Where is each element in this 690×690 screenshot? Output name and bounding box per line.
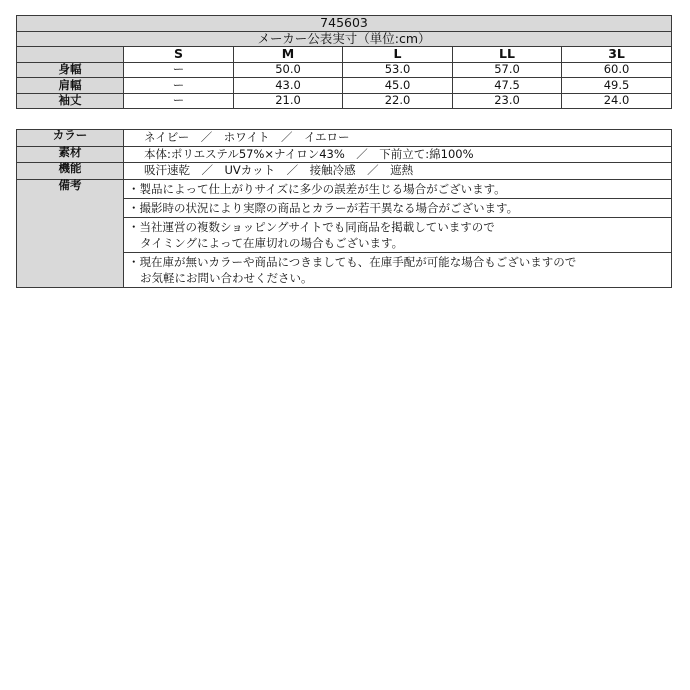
product-info-table — [16, 129, 672, 288]
size-value: 53.0 — [343, 62, 453, 78]
product-code: 745603 — [17, 16, 672, 32]
size-value: ー — [124, 78, 234, 94]
info-row-function — [17, 163, 672, 180]
info-label: 素材 — [17, 146, 124, 163]
size-value: ー — [124, 93, 234, 109]
info-label: カラー — [17, 130, 124, 147]
note-item — [124, 217, 672, 252]
function-value: 吸汗速乾 ／ UVカット ／ 接触冷感 ／ 遮熱 — [124, 163, 672, 180]
size-value: 23.0 — [453, 93, 562, 109]
size-row-shoulder-width — [17, 78, 672, 94]
size-value: 45.0 — [343, 78, 453, 94]
size-row-body-width — [17, 62, 672, 78]
note-text-continued: お気軽にお問い合わせください。 — [140, 270, 313, 285]
size-header-3l: 3L — [562, 47, 672, 63]
note-text: ・当社運営の複数ショッピングサイトでも同商品を掲載していますので — [128, 219, 495, 234]
note-text-continued: タイミングによって在庫切れの場合もございます。 — [140, 235, 404, 250]
note-item — [124, 198, 672, 217]
note-text: ・製品によって仕上がりサイズに多少の誤差が生じる場合がございます。 — [128, 181, 506, 196]
color-value: ネイビー ／ ホワイト ／ イエロー — [124, 130, 672, 147]
row-label: 身幅 — [17, 62, 124, 78]
size-value: 47.5 — [453, 78, 562, 94]
size-table — [16, 15, 672, 109]
size-value: 57.0 — [453, 62, 562, 78]
size-value: 50.0 — [234, 62, 343, 78]
size-value: 22.0 — [343, 93, 453, 109]
info-row-material — [17, 146, 672, 163]
size-table-subtitle: メーカー公表実寸（単位:cm） — [17, 31, 672, 47]
info-label: 備考 — [17, 179, 124, 287]
note-item — [124, 179, 672, 198]
info-label: 機能 — [17, 163, 124, 180]
size-value: 43.0 — [234, 78, 343, 94]
row-label: 肩幅 — [17, 78, 124, 94]
size-header-s: S — [124, 47, 234, 63]
size-value: ー — [124, 62, 234, 78]
size-header-l: L — [343, 47, 453, 63]
size-row-sleeve-length — [17, 93, 672, 109]
size-header-corner — [17, 47, 124, 63]
info-row-note-1 — [17, 179, 672, 198]
size-value: 60.0 — [562, 62, 672, 78]
size-header-ll: LL — [453, 47, 562, 63]
size-value: 49.5 — [562, 78, 672, 94]
info-row-color — [17, 130, 672, 147]
note-text: ・撮影時の状況により実際の商品とカラーが若干異なる場合がございます。 — [128, 200, 519, 215]
size-value: 21.0 — [234, 93, 343, 109]
note-item — [124, 252, 672, 287]
note-text: ・現在庫が無いカラーや商品につきましても、在庫手配が可能な場合もございますので — [128, 254, 577, 269]
material-value: 本体:ポリエステル57%×ナイロン43% ／ 下前立て:綿100% — [124, 146, 672, 163]
row-label: 袖丈 — [17, 93, 124, 109]
size-header-m: M — [234, 47, 343, 63]
size-value: 24.0 — [562, 93, 672, 109]
